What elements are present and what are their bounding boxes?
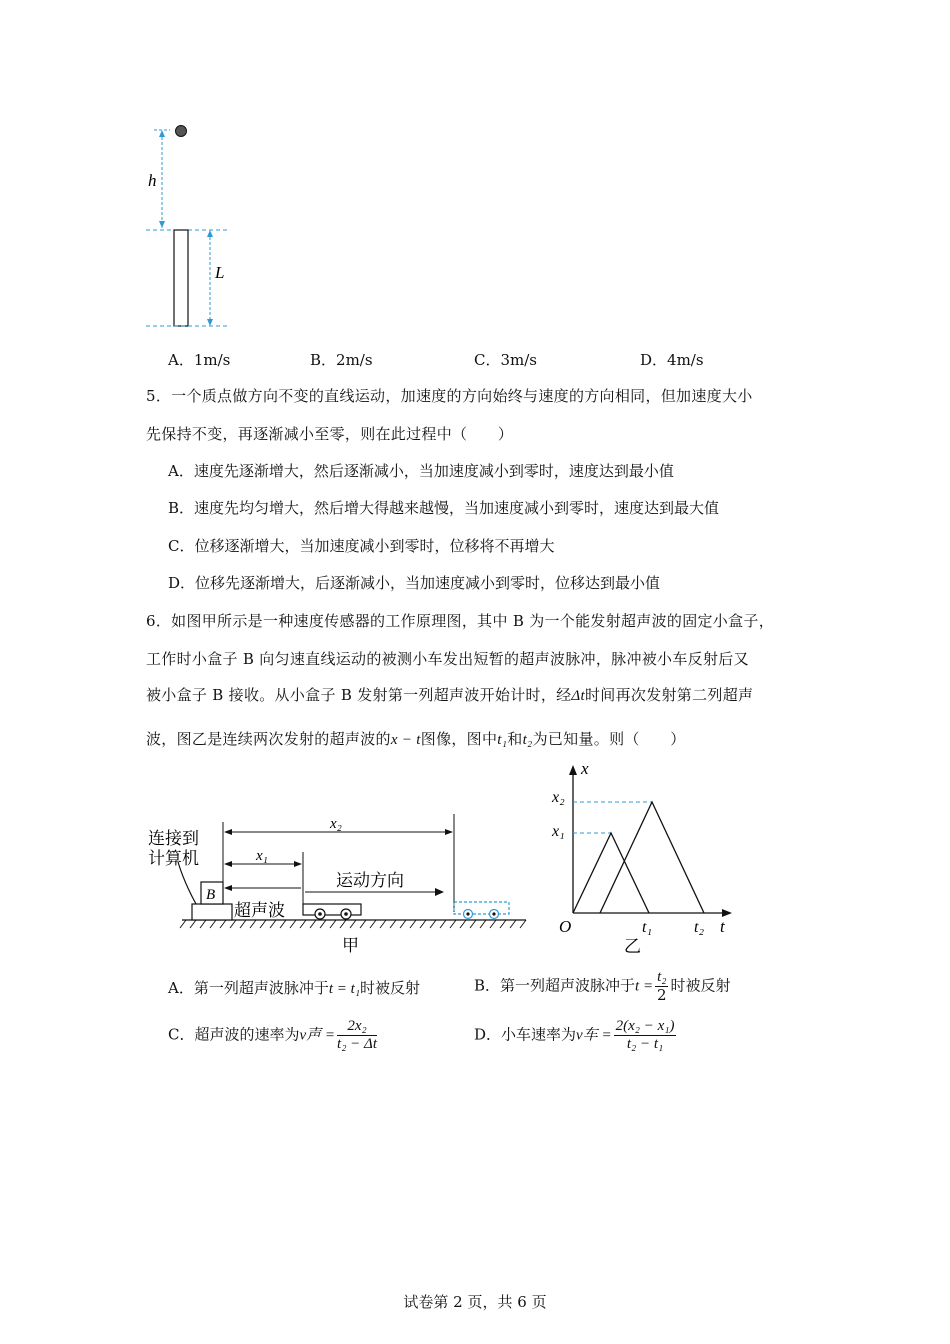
motion-direction-label: 运动方向	[336, 871, 404, 890]
yi-t2-label: t₂	[694, 919, 705, 936]
box-b-label: B	[206, 887, 216, 903]
figure-yi	[548, 758, 748, 958]
q5-stem-line2: 先保持不变，再逐渐减小至零，则在此过程中（ ）	[146, 425, 514, 443]
jia-caption: 甲	[342, 936, 359, 955]
yi-y-axis-label: x	[581, 759, 589, 778]
q6-stem-line2: 工作时小盒子 B 向匀速直线运动的被测小车发出短暂的超声波脉冲，脉冲被小车反射后又	[146, 650, 749, 668]
page-footer: 试卷第 2 页，共 6 页	[403, 1293, 547, 1311]
q4-option-c: C．3m/s	[474, 351, 538, 369]
figure-jia	[140, 812, 535, 957]
ball	[176, 126, 187, 137]
q6-option-d: D．小车速率为v车 = $\frac{\text{2(x₂ − x₁)}}{\text{t₂ − t₁}}$	[474, 1018, 675, 1052]
wave-1	[573, 833, 649, 913]
jia-x2-label: x₂	[330, 816, 342, 832]
connect-line1: 连接到	[148, 829, 199, 848]
h-label: h	[148, 171, 157, 190]
q6-stem-line3: 被小盒子 B 接收。从小盒子 B 发射第一列超声波开始计时，经Δt时间再次发射第二列超声	[146, 686, 754, 704]
q5-option-d: D．位移先逐渐增大，后逐渐减小，当加速度减小到零时，位移达到最小值	[168, 574, 661, 592]
yi-origin: O	[559, 917, 572, 936]
yi-x2-label: x₂	[552, 789, 565, 806]
q6-option-a: A．第一列超声波脉冲于t = t₁时被反射	[168, 979, 421, 997]
car-later	[454, 902, 509, 914]
rod	[174, 230, 188, 326]
connect-line2: 计算机	[148, 849, 199, 868]
q6-option-c: C．超声波的速率为v声 = $\frac{\text{2x₂}}{\text{t₂ − Δt}}$	[168, 1018, 378, 1052]
q6-stem-line4: 波，图乙是连续两次发射的超声波的x − t图像，图中t₁和t₂为已知量。则（ ）	[146, 730, 686, 748]
L-label: L	[215, 263, 225, 282]
ultrasound-label: 超声波	[234, 901, 285, 920]
wave-2	[600, 802, 704, 913]
q4-option-d: D．4m/s	[640, 351, 704, 369]
car	[303, 904, 361, 915]
yi-x-axis-label: t	[720, 917, 725, 936]
yi-caption: 乙	[624, 937, 641, 956]
q4-option-b: B．2m/s	[310, 351, 373, 369]
delta-t: Δt	[571, 688, 585, 704]
jia-x1-label: x₁	[256, 848, 268, 864]
q5-option-b: B．速度先均匀增大，然后增大得越来越慢，当加速度减小到零时，速度达到最大值	[168, 499, 720, 517]
q5-stem-line1: 5．一个质点做方向不变的直线运动，加速度的方向始终与速度的方向相同，但加速度大小	[146, 387, 753, 405]
q5-option-c: C．位移逐渐增大，当加速度减小到零时，位移将不再增大	[168, 537, 555, 555]
q6-stem-line1: 6．如图甲所示是一种速度传感器的工作原理图，其中 B 为一个能发射超声波的固定小盒子，	[146, 612, 775, 630]
yi-x1-label: x₁	[552, 823, 565, 840]
q4-option-a: A．1m/s	[168, 351, 231, 369]
q5-option-a: A．速度先逐渐增大，然后逐渐减小，当加速度减小到零时，速度达到最小值	[168, 462, 674, 480]
yi-t1-label: t₁	[642, 919, 653, 936]
q4-figure	[140, 118, 250, 333]
q6-option-b: B．第一列超声波脉冲于t = $\frac{\text{t₂}}{2}$ 时被反射	[474, 969, 731, 1004]
